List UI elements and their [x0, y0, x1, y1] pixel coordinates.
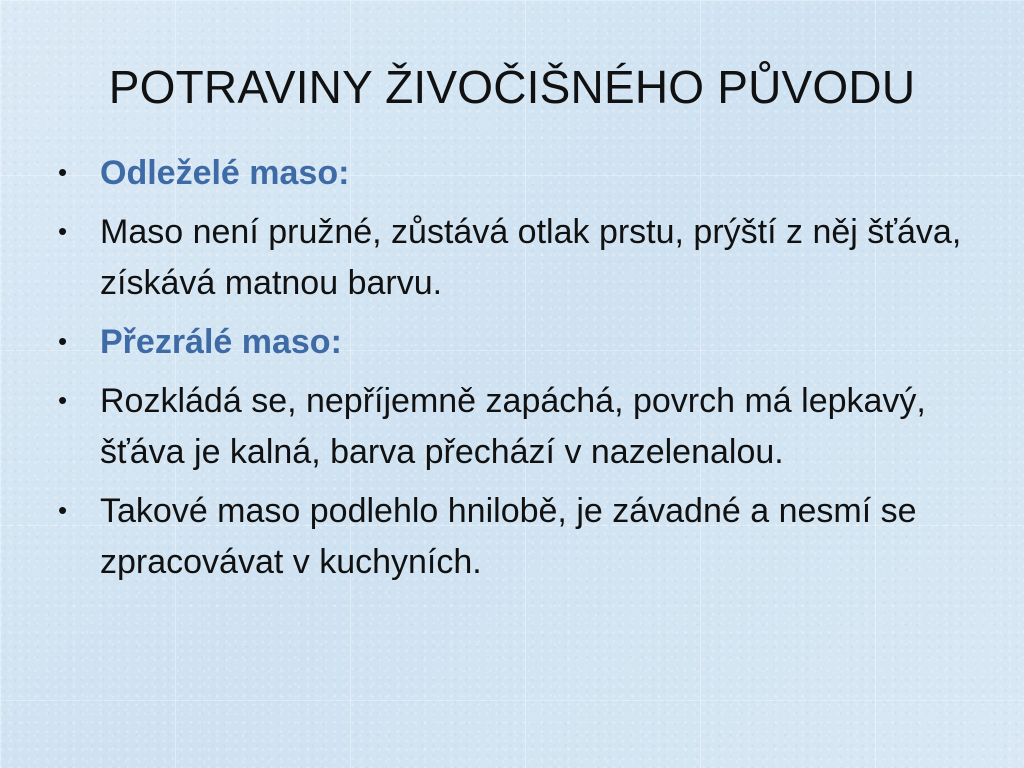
bullet-list [58, 148, 978, 596]
slide-title: POTRAVINY ŽIVOČIŠNÉHO PŮVODU [108, 61, 916, 113]
bullet-icon: • [58, 157, 68, 187]
bullet-text: Odleželé maso: [100, 154, 350, 192]
bullet-item-hniloba-warning [58, 486, 978, 588]
bullet-icon: • [58, 216, 68, 246]
bullet-icon: • [58, 385, 68, 415]
bullet-item-prezrale-heading [58, 317, 978, 368]
bullet-text: Rozkládá se, nepříjemně zapáchá, povrch má lepkavý, šťáva je kalná, barva přechází v nazelenalou. [100, 382, 926, 471]
bullet-text: Přezrálé maso: [100, 323, 342, 361]
bullet-item-odlezele-description [58, 207, 978, 309]
bullet-icon: • [58, 495, 68, 525]
bullet-text: Maso není pružné, zůstává otlak prstu, prýští z něj šťáva, získává matnou barvu. [100, 213, 962, 302]
bullet-text: Takové maso podlehlo hnilobě, je závadné a nesmí se zpracovávat v kuchyních. [100, 492, 917, 581]
bullet-item-prezrale-description [58, 376, 978, 478]
bullet-item-odlezele-heading [58, 148, 978, 199]
bullet-icon: • [58, 326, 68, 356]
